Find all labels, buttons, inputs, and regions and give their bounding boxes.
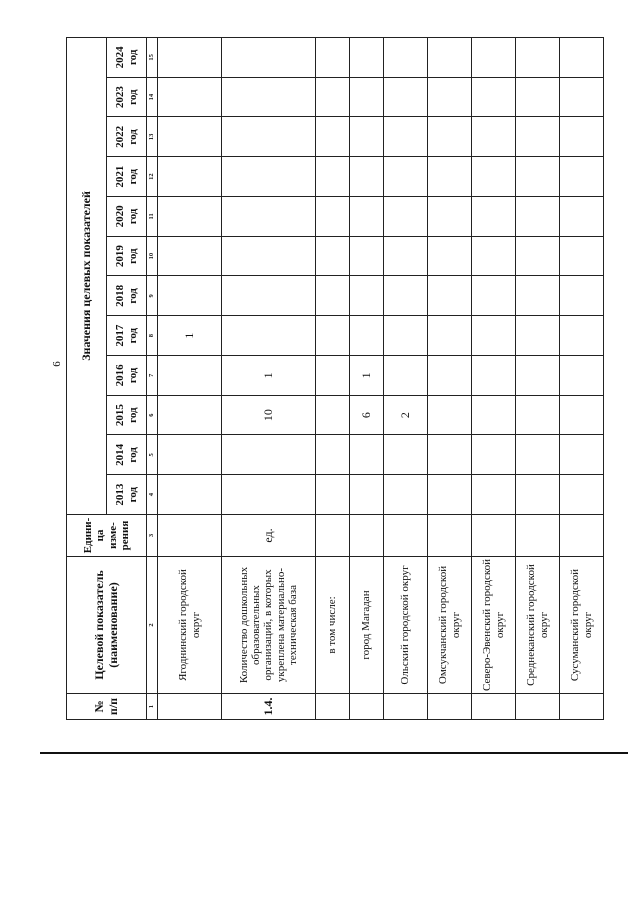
row-value (384, 37, 428, 77)
row-value (350, 197, 384, 237)
row-value (516, 117, 560, 157)
row-name: Омсукчанский городской округ (428, 557, 472, 694)
column-number: 9 (147, 276, 158, 316)
rotated-table-region (66, 38, 594, 720)
row-value (428, 475, 472, 515)
row-number (516, 694, 560, 720)
table-row (516, 37, 560, 719)
row-value (428, 276, 472, 316)
row-value (472, 395, 516, 435)
table-row (560, 37, 604, 719)
row-value (384, 157, 428, 197)
row-value (158, 475, 222, 515)
row-unit (516, 515, 560, 557)
row-value (472, 117, 516, 157)
row-value (316, 356, 350, 396)
row-value (158, 117, 222, 157)
row-value (472, 157, 516, 197)
row-unit (384, 515, 428, 557)
table-row (472, 37, 516, 719)
row-value (350, 475, 384, 515)
header-year: 2016 год (107, 356, 147, 396)
row-value (158, 435, 222, 475)
row-value (158, 395, 222, 435)
page-number: 6 (51, 361, 63, 367)
row-number (316, 694, 350, 720)
header-no: № п/п (67, 694, 147, 720)
column-number: 5 (147, 435, 158, 475)
column-number: 7 (147, 356, 158, 396)
row-value (222, 117, 316, 157)
row-number (560, 694, 604, 720)
column-number: 8 (147, 316, 158, 356)
row-number (384, 694, 428, 720)
column-number: 15 (147, 37, 158, 77)
row-value (384, 435, 428, 475)
row-value (560, 117, 604, 157)
row-value (384, 356, 428, 396)
row-value (560, 37, 604, 77)
row-value (428, 356, 472, 396)
row-number (472, 694, 516, 720)
row-value (472, 276, 516, 316)
table-row (158, 37, 222, 719)
row-value (384, 77, 428, 117)
row-value (158, 276, 222, 316)
row-value (316, 276, 350, 316)
row-value: 1 (222, 356, 316, 396)
row-value (560, 77, 604, 117)
row-value (428, 435, 472, 475)
row-value (350, 435, 384, 475)
column-number: 13 (147, 117, 158, 157)
column-number: 12 (147, 157, 158, 197)
row-value (350, 276, 384, 316)
row-value (222, 236, 316, 276)
row-value (516, 356, 560, 396)
row-name: Ольский городской округ (384, 557, 428, 694)
row-name: Сусуманский городской округ (560, 557, 604, 694)
row-unit (158, 515, 222, 557)
row-value (516, 276, 560, 316)
row-value (560, 316, 604, 356)
row-value (516, 37, 560, 77)
row-unit (428, 515, 472, 557)
header-year: 2017 год (107, 316, 147, 356)
row-value (350, 117, 384, 157)
row-value (384, 316, 428, 356)
row-value (350, 37, 384, 77)
row-value (472, 37, 516, 77)
row-value (516, 197, 560, 237)
row-name: Среднеканский городской округ (516, 557, 560, 694)
row-value (316, 395, 350, 435)
row-value (316, 77, 350, 117)
column-number: 10 (147, 236, 158, 276)
row-value (384, 475, 428, 515)
row-value (158, 157, 222, 197)
column-number: 1 (147, 694, 158, 720)
row-value (316, 435, 350, 475)
row-value (560, 197, 604, 237)
row-value (316, 37, 350, 77)
header-year: 2014 год (107, 435, 147, 475)
row-value (560, 236, 604, 276)
header-year: 2019 год (107, 236, 147, 276)
row-value (472, 316, 516, 356)
column-number: 2 (147, 557, 158, 694)
header-year: 2015 год (107, 395, 147, 435)
row-value (472, 77, 516, 117)
table-row (350, 37, 384, 719)
row-unit (350, 515, 384, 557)
row-unit: ед. (222, 515, 316, 557)
row-name: Количество дошкольных образовательных организаций, в которых укреплена материально-техническая база (222, 557, 316, 694)
table-row (316, 37, 350, 719)
separator-line (40, 752, 628, 754)
header-unit: Едини-ца изме-рения (67, 515, 147, 557)
row-value (516, 77, 560, 117)
row-value (222, 157, 316, 197)
column-number: 11 (147, 197, 158, 237)
header-year: 2021 год (107, 157, 147, 197)
table-row (428, 37, 472, 719)
row-value (560, 475, 604, 515)
row-value (222, 77, 316, 117)
row-value: 1 (350, 356, 384, 396)
row-name: в том числе: (316, 557, 350, 694)
header-year: 2013 год (107, 475, 147, 515)
header-values-group: Значения целевых показателей (67, 37, 107, 514)
row-value (428, 236, 472, 276)
row-value (472, 475, 516, 515)
row-value (384, 236, 428, 276)
row-value (516, 475, 560, 515)
row-value (222, 475, 316, 515)
row-value (222, 276, 316, 316)
row-value (158, 37, 222, 77)
row-number: 1.4. (222, 694, 316, 720)
row-value (350, 157, 384, 197)
row-value (222, 435, 316, 475)
header-year: 2024 год (107, 37, 147, 77)
column-number: 3 (147, 515, 158, 557)
row-unit (316, 515, 350, 557)
row-value: 1 (158, 316, 222, 356)
row-name: Северо-Эвенский городской округ (472, 557, 516, 694)
row-value (428, 117, 472, 157)
row-value: 6 (350, 395, 384, 435)
row-value (222, 316, 316, 356)
header-year: 2023 год (107, 77, 147, 117)
row-number (158, 694, 222, 720)
header-year: 2020 год (107, 197, 147, 237)
row-value (516, 316, 560, 356)
header-year: 2018 год (107, 276, 147, 316)
row-value (560, 157, 604, 197)
row-value (350, 77, 384, 117)
row-value (560, 435, 604, 475)
row-value (428, 395, 472, 435)
row-value (428, 77, 472, 117)
row-value (316, 197, 350, 237)
row-name: город Магадан (350, 557, 384, 694)
table-row (222, 37, 316, 719)
row-number (428, 694, 472, 720)
row-value (472, 197, 516, 237)
row-value (350, 316, 384, 356)
header-year: 2022 год (107, 117, 147, 157)
row-value (316, 236, 350, 276)
column-number: 4 (147, 475, 158, 515)
row-value (158, 236, 222, 276)
indicator-table (66, 37, 604, 720)
row-value (316, 475, 350, 515)
indicator-table-container (66, 38, 594, 720)
row-unit (472, 515, 516, 557)
row-value (384, 276, 428, 316)
row-value (158, 197, 222, 237)
row-value (516, 157, 560, 197)
row-value (158, 356, 222, 396)
row-value: 2 (384, 395, 428, 435)
row-value (560, 356, 604, 396)
row-value (316, 117, 350, 157)
row-value (158, 77, 222, 117)
header-indicator: Целевой показатель (наименование) (67, 557, 147, 694)
row-value (384, 197, 428, 237)
row-value (516, 236, 560, 276)
row-value (428, 316, 472, 356)
row-value (222, 37, 316, 77)
row-value (516, 435, 560, 475)
row-unit (560, 515, 604, 557)
row-value (472, 236, 516, 276)
row-value (428, 157, 472, 197)
table-row (384, 37, 428, 719)
row-name: Ягоднинский городской округ (158, 557, 222, 694)
row-value (560, 276, 604, 316)
row-value (316, 316, 350, 356)
row-value (428, 37, 472, 77)
row-number (350, 694, 384, 720)
row-value (472, 356, 516, 396)
row-value (350, 236, 384, 276)
row-value: 10 (222, 395, 316, 435)
row-value (472, 435, 516, 475)
row-value (516, 395, 560, 435)
row-value (560, 395, 604, 435)
column-number: 6 (147, 395, 158, 435)
row-value (384, 117, 428, 157)
row-value (222, 197, 316, 237)
row-value (428, 197, 472, 237)
column-number: 14 (147, 77, 158, 117)
row-value (316, 157, 350, 197)
